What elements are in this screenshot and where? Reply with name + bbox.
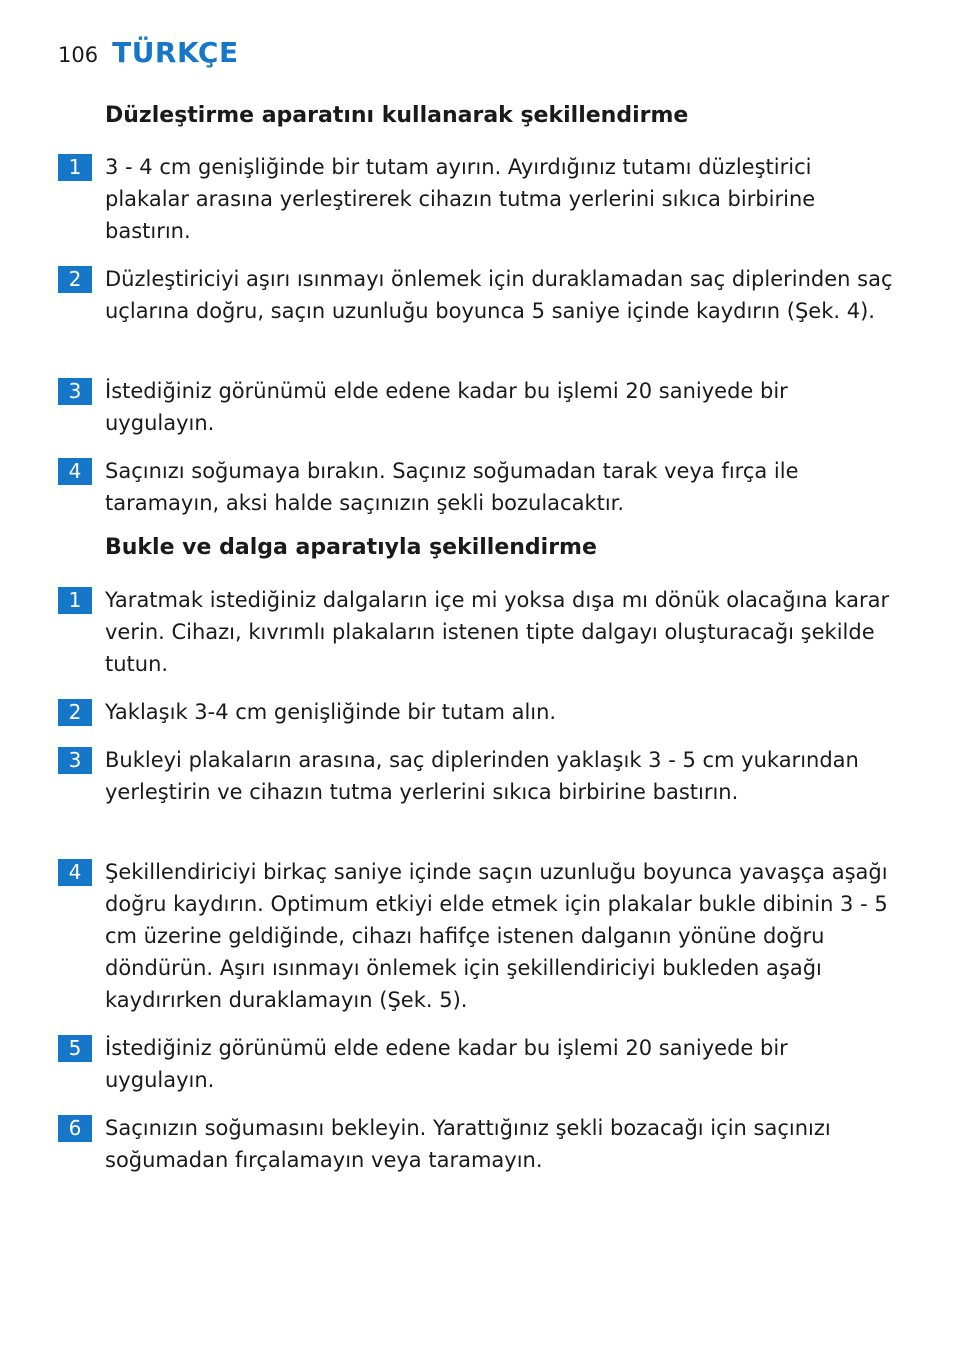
step-text: Yaratmak istediğiniz dalgaların içe mi yoksa dışa mı dönük olacağına karar verin. Cihazı, kıvrımlı plakaların istenen tipte dalgayı oluşturacağı şekilde tutun. xyxy=(105,588,890,676)
step-text: İstediğiniz görünümü elde edene kadar bu işlemi 20 saniyede bir uygulayın. xyxy=(105,379,788,435)
step-text: Bukleyi plakaların arasına, saç diplerinden yaklaşık 3 - 5 cm yukarından yerleştirin ve cihazın tutma yerlerini sıkıca birbirine bastırın. xyxy=(105,748,859,804)
step-text: Şekillendiriciyi birkaç saniye içinde saçın uzunluğu boyunca yavaşça aşağı doğru kaydırın. Optimum etkiyi elde etmek için plakalar bukle dibinin 3 - 5 cm üzerine geldiğinde, cihazı hafifçe istenen dalganın yönüne doğru döndürün. Aşırı ısınmayı önlemek için şekillendiriciyi bukleden aşağı kaydırırken duraklamayın (Şek. 5). xyxy=(105,860,888,1012)
step-number-badge: 1 xyxy=(58,154,92,181)
step-number-badge: 3 xyxy=(58,378,92,405)
step-number-badge: 6 xyxy=(58,1115,92,1142)
step-text: Yaklaşık 3-4 cm genişliğinde bir tutam alın. xyxy=(105,700,557,724)
page-header xyxy=(58,36,239,69)
step-text: Saçınızın soğumasını bekleyin. Yarattığınız şekli bozacağı için saçınızı soğumadan fırçalamayın veya taramayın. xyxy=(105,1116,831,1172)
step-number-badge: 2 xyxy=(58,699,92,726)
step-text: Düzleştiriciyi aşırı ısınmayı önlemek için duraklamadan saç diplerinden saç uçlarına doğru, saçın uzunluğu boyunca 5 saniye içinde kaydırın (Şek. 4). xyxy=(105,267,893,323)
step-number-badge: 5 xyxy=(58,1035,92,1062)
language-title: TÜRKÇE xyxy=(112,36,239,69)
step-text: 3 - 4 cm genişliğinde bir tutam ayırın. Ayırdığınız tutamı düzleştirici plakalar arasına yerleştirerek cihazın tutma yerlerini sıkıca birbirine bastırın. xyxy=(105,155,816,243)
page-number: 106 xyxy=(58,43,99,67)
step-number-badge: 3 xyxy=(58,747,92,774)
step-number-badge: 4 xyxy=(58,859,92,886)
section-heading-straightening: Düzleştirme aparatını kullanarak şekillendirme xyxy=(105,103,689,128)
step-number-badge: 1 xyxy=(58,587,92,614)
step-text: Saçınızı soğumaya bırakın. Saçınız soğumadan tarak veya fırça ile taramayın, aksi halde saçınızın şekli bozulacaktır. xyxy=(105,459,799,515)
step-number-badge: 2 xyxy=(58,266,92,293)
section-heading-curl-wave: Bukle ve dalga aparatıyla şekillendirme xyxy=(105,535,597,560)
step-text: İstediğiniz görünümü elde edene kadar bu işlemi 20 saniyede bir uygulayın. xyxy=(105,1036,788,1092)
step-number-badge: 4 xyxy=(58,458,92,485)
